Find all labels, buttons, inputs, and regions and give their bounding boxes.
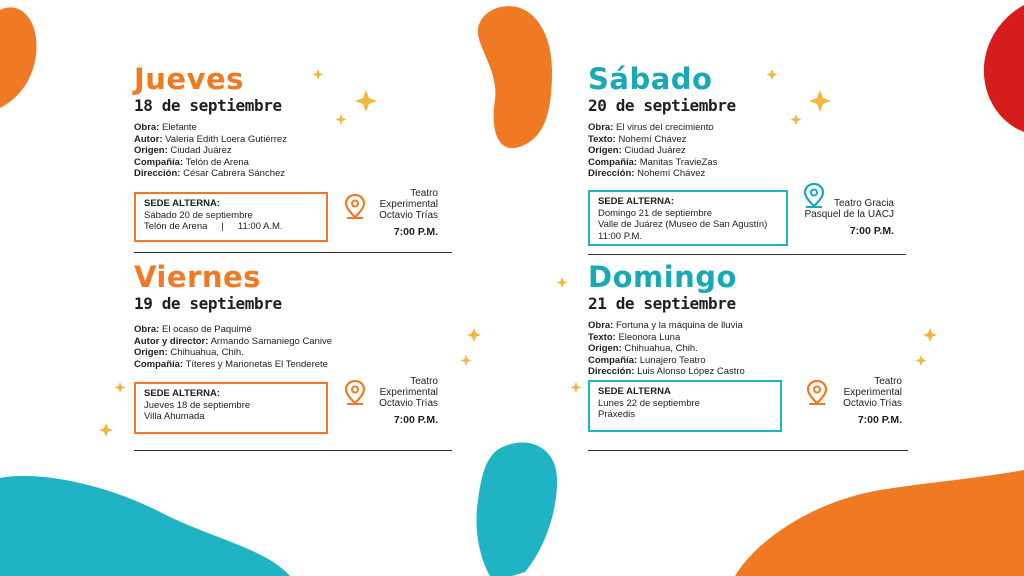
date-subtitle: 21 de septiembre <box>588 294 736 313</box>
play-info: Obra: El ocaso de Paquimé Autor y director: Armando Samaniego Canive Origen: Chihuahua, Chih. Compañía: Títeres y Marionetas El Tenderete <box>134 324 333 370</box>
sparkle-icon <box>571 382 582 393</box>
divider <box>588 254 906 255</box>
sparkle-icon <box>923 328 937 342</box>
sparkle-icon <box>115 382 126 393</box>
day-title: Jueves <box>134 62 244 96</box>
divider <box>134 450 452 451</box>
divider <box>134 252 452 253</box>
alternate-venue-box: SEDE ALTERNA: Sábado 20 de septiembre Telón de Arena | 11:00 A.M. <box>134 192 328 242</box>
date-subtitle: 19 de septiembre <box>134 294 282 313</box>
orange-blob-bottom-right <box>735 470 1024 576</box>
day-title: Sábado <box>588 62 713 96</box>
sparkle-icon <box>557 277 568 288</box>
venue-info: Teatro Experimental Octavio Trías 7:00 P.M. <box>843 376 902 426</box>
play-info: Obra: El virus del crecimiento Texto: Nohemí Chávez Origen: Ciudad Juárez Compañía: Manitas TravieZas Dirección: Nohemí Chávez <box>588 122 718 180</box>
venue-info: Teatro Experimental Octavio Trías 7:00 P.M. <box>379 376 438 426</box>
red-blob-top-right <box>984 5 1024 132</box>
day-title: Viernes <box>134 260 261 294</box>
play-info: Obra: Fortuna y la máquina de lluvia Texto: Eleonora Luna Origen: Chihuahua, Chih. Compañía: Lunajero Teatro Dirección: Luis Alonso López Castro <box>588 320 745 378</box>
teal-blob-bottom-left <box>0 476 290 576</box>
venue-info: Teatro Gracia Pasquel de la UACJ 7:00 P.M. <box>804 198 894 237</box>
sparkle-icon <box>99 423 113 437</box>
date-subtitle: 18 de septiembre <box>134 96 282 115</box>
alternate-venue-box: SEDE ALTERNA Lunes 22 de septiembre Práxedis <box>588 380 782 432</box>
teal-blob-bottom-center <box>477 443 558 576</box>
venue-info: Teatro Experimental Octavio Trías 7:00 P.M. <box>379 188 438 238</box>
alternate-venue-box: SEDE ALTERNA: Domingo 21 de septiembre Valle de Juárez (Museo de San Agustín) 11:00 P.M. <box>588 190 788 246</box>
orange-blob-top-left <box>0 7 37 108</box>
sparkle-icon <box>467 328 481 342</box>
alternate-venue-box: SEDE ALTERNA: Jueves 18 de septiembre Villa Ahumada <box>134 382 328 434</box>
orange-blob-top-center <box>478 6 552 148</box>
day-title: Domingo <box>588 260 737 294</box>
divider <box>588 450 908 451</box>
date-subtitle: 20 de septiembre <box>588 96 736 115</box>
play-info: Obra: Elefante Autor: Valeria Edith Loera Gutiérrez Origen: Ciudad Juárez Compañía: Telón de Arena Dirección: César Cabrera Sánchez <box>134 122 287 180</box>
